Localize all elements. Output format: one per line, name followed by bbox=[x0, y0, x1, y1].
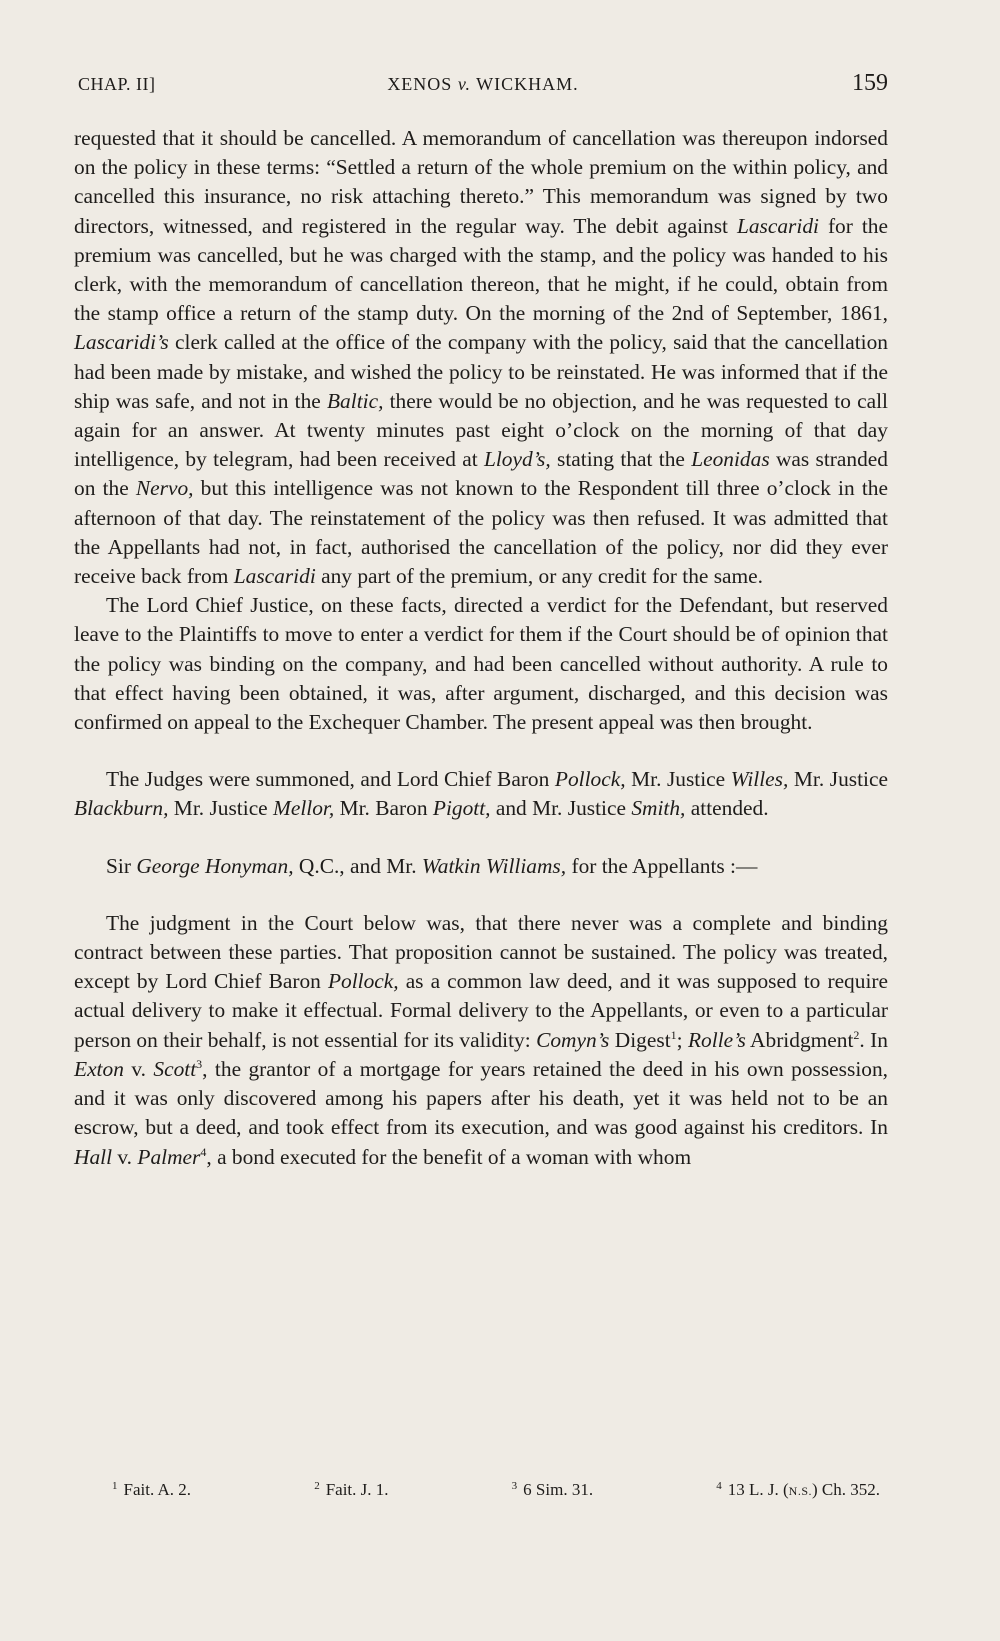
footnote-text: 6 Sim. 31. bbox=[523, 1480, 594, 1499]
italic-name: Pigott, bbox=[432, 796, 491, 821]
footnotes bbox=[112, 1480, 880, 1500]
footnote bbox=[112, 1480, 191, 1500]
text-run: was stranded on the bbox=[74, 447, 888, 501]
paragraph-argument bbox=[74, 909, 888, 1172]
italic-name: Exton bbox=[74, 1056, 124, 1081]
footnote bbox=[512, 1480, 593, 1500]
italic-name: Hall bbox=[74, 1144, 113, 1169]
text-run: Mr. Justice bbox=[168, 796, 274, 821]
footnote-number: 2 bbox=[314, 1480, 320, 1492]
paragraph-facts bbox=[74, 124, 888, 591]
page-body bbox=[74, 124, 888, 1172]
paragraph-verdict: The Lord Chief Justice, on these facts, directed a verdict for the Defendant, but reserved leave to the Plaintiffs to move to enter a verdict for them if the Court should be of opinion that the policy was binding on the company, and had been cancelled without authority. A rule to that effect having been obtained, it was, after argument, discharged, and this decision was confirmed on appeal to the Exchequer Chamber. The present appeal was then brought. bbox=[74, 593, 888, 735]
italic-name: Rolle’s bbox=[687, 1027, 746, 1052]
text-run: v. bbox=[112, 1144, 138, 1169]
text-run: Mr. Justice bbox=[625, 767, 731, 792]
footnote-text: ) Ch. 352. bbox=[812, 1480, 880, 1499]
case-title bbox=[78, 74, 888, 95]
case-title-versus: v. bbox=[457, 74, 471, 94]
text-run: Mr. Justice bbox=[788, 767, 888, 792]
text-run: Sir bbox=[106, 853, 137, 878]
text-run: ; bbox=[676, 1027, 688, 1052]
footnote-text: Fait. J. 1. bbox=[325, 1480, 389, 1499]
italic-name: Comyn’s bbox=[536, 1027, 610, 1052]
text-run: any part of the premium, or any credit for the same. bbox=[315, 564, 764, 589]
italic-name: Lloyd’s, bbox=[483, 447, 551, 472]
text-run: attended. bbox=[685, 796, 769, 821]
text-run: Digest bbox=[609, 1027, 671, 1052]
text-run: Mr. Baron bbox=[334, 796, 433, 821]
footnote bbox=[716, 1480, 880, 1500]
italic-name: Blackburn, bbox=[74, 796, 169, 821]
italic-name: Palmer bbox=[137, 1144, 201, 1169]
page-number: 159 bbox=[852, 70, 888, 96]
footnote-number: 1 bbox=[112, 1480, 118, 1492]
text-run: . In bbox=[859, 1027, 888, 1052]
footnote-text: 13 L. J. ( bbox=[727, 1480, 789, 1499]
text-run: Q.C., and Mr. bbox=[293, 853, 422, 878]
italic-name: Lascaridi bbox=[233, 564, 316, 589]
text-run: v. bbox=[123, 1056, 154, 1081]
text-run: for the Appellants :— bbox=[566, 853, 758, 878]
italic-name: Nervo, bbox=[135, 476, 194, 501]
case-title-party-b: WICKHAM. bbox=[476, 74, 579, 94]
paragraph-counsel bbox=[74, 852, 888, 881]
italic-name: Smith, bbox=[631, 796, 686, 821]
footnote-number: 4 bbox=[716, 1480, 722, 1492]
text-run: there would be no objection, and he was requested to call again for an answer. At twenty minutes past eight o’clock on the morning of that day intelligence, by telegram, had been received at bbox=[74, 388, 888, 472]
text-run: The judgment in the Court below was, that there never was a complete and binding contract between these parties. That proposition cannot be sustained. The policy was treated, except by Lord Chief Baron bbox=[74, 910, 888, 994]
text-run: as a common law deed, and it was supposed to require actual delivery to make it effectual. Formal delivery to the Appellants, or even to a particular person on their behalf, is not essential for its validity: bbox=[74, 969, 889, 1052]
italic-name: George Honyman, bbox=[136, 853, 294, 878]
footnote-ref: 1 bbox=[670, 1027, 677, 1042]
text-run: The Judges were summoned, and Lord Chief Baron bbox=[106, 767, 555, 792]
footnote-text-smallcaps: N.S. bbox=[788, 1484, 812, 1498]
footnote bbox=[314, 1480, 388, 1500]
italic-name: Scott bbox=[153, 1056, 197, 1081]
text-run: requested that it should be cancelled. A memorandum of cancellation was thereupon indorsed on the policy in these terms: “Settled a return of the whole premium on the within policy, and cancelled this insurance, no risk attaching thereto.” This memorandum was signed by two directors, witnessed, and registered in the regular way. The debit against bbox=[74, 126, 888, 238]
italic-name: Leonidas bbox=[691, 447, 770, 472]
italic-name: Baltic, bbox=[326, 388, 384, 413]
footnote-text: Fait. A. 2. bbox=[123, 1480, 192, 1499]
text-run: and Mr. Justice bbox=[490, 796, 632, 821]
italic-name: Pollock, bbox=[554, 767, 626, 792]
italic-name: Lascaridi bbox=[736, 213, 819, 238]
text-run: , a bond executed for the benefit of a woman with whom bbox=[206, 1144, 692, 1169]
italic-name: Watkin Williams, bbox=[421, 853, 567, 878]
text-run: clerk called at the office of the company with the policy, said that the cancellation had been made by mistake, and wished the policy to be reinstated. He was informed that if the ship was safe, and not in the bbox=[74, 330, 888, 413]
footnote-ref: 2 bbox=[853, 1027, 860, 1042]
text-run: but this intelligence was not known to the Respondent till three o’clock in the afternoon of that day. The reinstatement of the policy was then refused. It was admitted that the Appellants had not, in fact, authorised the cancellation of the policy, nor did they ever receive back from bbox=[74, 476, 888, 589]
footnote-number: 3 bbox=[511, 1480, 518, 1492]
text-run: , the grantor of a mortgage for years retained the deed in his own possession, and it was only discovered among his papers after his death, yet it was held not to be an escrow, but a deed, and took effect from its execution, and was good against his creditors. In bbox=[74, 1056, 888, 1140]
footnote-ref: 4 bbox=[200, 1144, 207, 1159]
text-run: stating that the bbox=[550, 447, 692, 472]
italic-name: Pollock, bbox=[327, 969, 399, 994]
text-run: Abridgment bbox=[745, 1027, 854, 1052]
chapter-label: CHAP. II] bbox=[78, 74, 156, 94]
paragraph-judges bbox=[74, 765, 888, 823]
italic-name: Mellor, bbox=[273, 796, 335, 821]
running-header bbox=[78, 66, 888, 102]
italic-name: Lascaridi’s bbox=[74, 330, 169, 355]
text-run: for the premium was cancelled, but he was charged with the stamp, and the policy was handed to his clerk, with the memorandum of cancellation thereon, that he might, if he could, obtain from the stamp office a return of the stamp duty. On the morning of the 2nd of September, 1861, bbox=[74, 213, 888, 326]
footnote-ref: 3 bbox=[196, 1056, 203, 1071]
case-title-party-a: XENOS bbox=[387, 74, 453, 94]
italic-name: Willes, bbox=[730, 767, 789, 792]
